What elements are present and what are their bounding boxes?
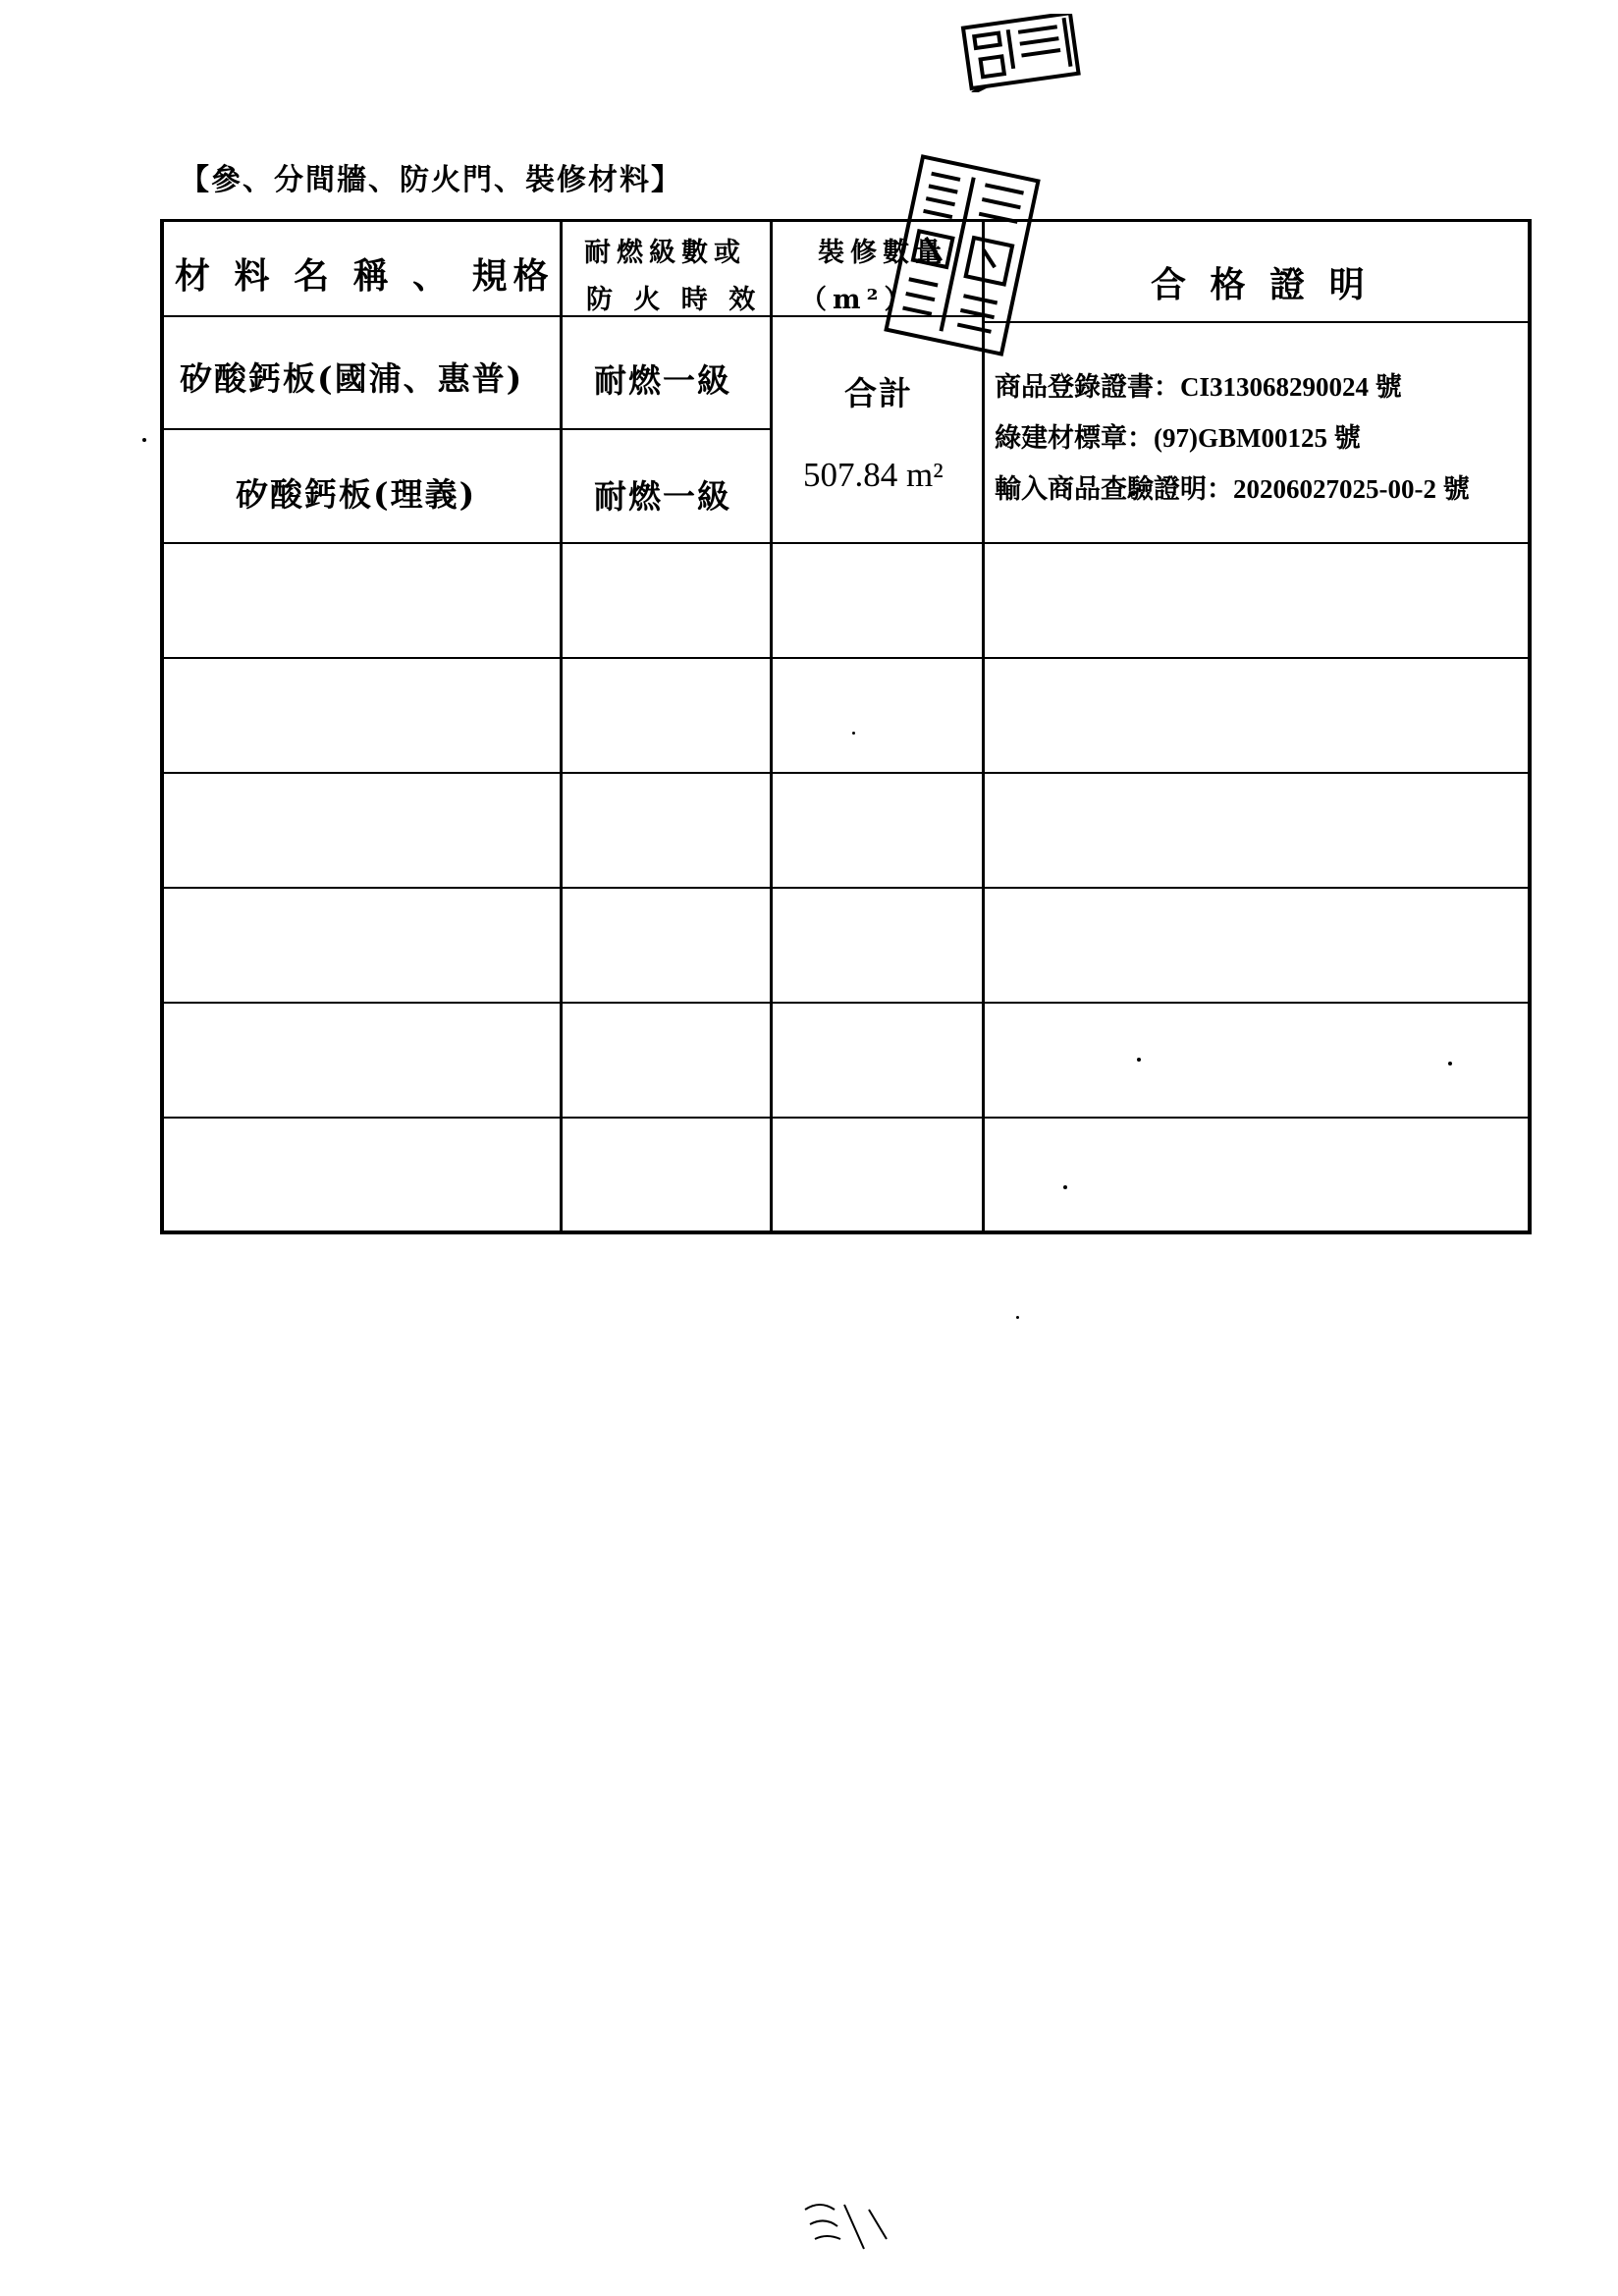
row-separator-filled <box>160 428 773 430</box>
certificate-import-inspection: 輸入商品查驗證明：20206027025-00-2 號 <box>995 474 1470 504</box>
row-separator <box>160 1002 1530 1004</box>
scan-speck <box>1016 1316 1019 1319</box>
quantity-label: 合計 <box>844 374 913 412</box>
header-fire-rating-line2: 防 火 時 效 <box>586 285 762 315</box>
table-border-top <box>160 219 1532 222</box>
header-quantity-line2: （m²） <box>800 285 917 315</box>
row-separator <box>160 772 1530 774</box>
row-1-material: 矽酸鈣板(國浦、惠普) <box>180 359 524 398</box>
top-seal-stamp <box>923 14 1100 92</box>
scan-speck <box>142 438 146 442</box>
row-2-fire-rating: 耐燃一級 <box>594 477 731 516</box>
header-separator-right <box>982 321 1530 323</box>
header-certification: 合 格 證 明 <box>1151 264 1371 305</box>
column-divider-1 <box>560 219 563 1232</box>
scan-speck <box>852 732 855 735</box>
table-border-right <box>1528 222 1532 1234</box>
scan-speck <box>1137 1058 1141 1062</box>
scan-speck <box>1448 1062 1452 1066</box>
section-title: 【參、分間牆、防火門、裝修材料】 <box>180 163 682 197</box>
column-divider-2 <box>770 219 773 1232</box>
certificate-product-registration: 商品登錄證書：CI313068290024 號 <box>995 372 1402 402</box>
certificate-green-building-label: 綠建材標章：(97)GBM00125 號 <box>995 423 1361 453</box>
page-number-stamp <box>790 2190 908 2259</box>
row-separator <box>160 1117 1530 1119</box>
row-separator <box>160 657 1530 659</box>
header-fire-rating-line1: 耐燃級數或 <box>584 238 746 268</box>
quantity-value: 507.84 m² <box>803 456 944 494</box>
row-separator <box>160 887 1530 889</box>
scan-speck <box>1063 1185 1067 1189</box>
row-separator <box>160 542 1530 544</box>
row-1-fire-rating: 耐燃一級 <box>594 361 731 400</box>
table-border-left <box>160 219 164 1234</box>
table-border-bottom <box>160 1230 1532 1234</box>
header-material: 材 料 名 稱 、 規格 <box>175 255 555 297</box>
table-seal-stamp <box>864 147 1060 363</box>
row-2-material: 矽酸鈣板(理義) <box>236 475 477 514</box>
header-quantity-line1: 裝修數量 <box>818 238 947 268</box>
column-divider-3 <box>982 219 985 1232</box>
